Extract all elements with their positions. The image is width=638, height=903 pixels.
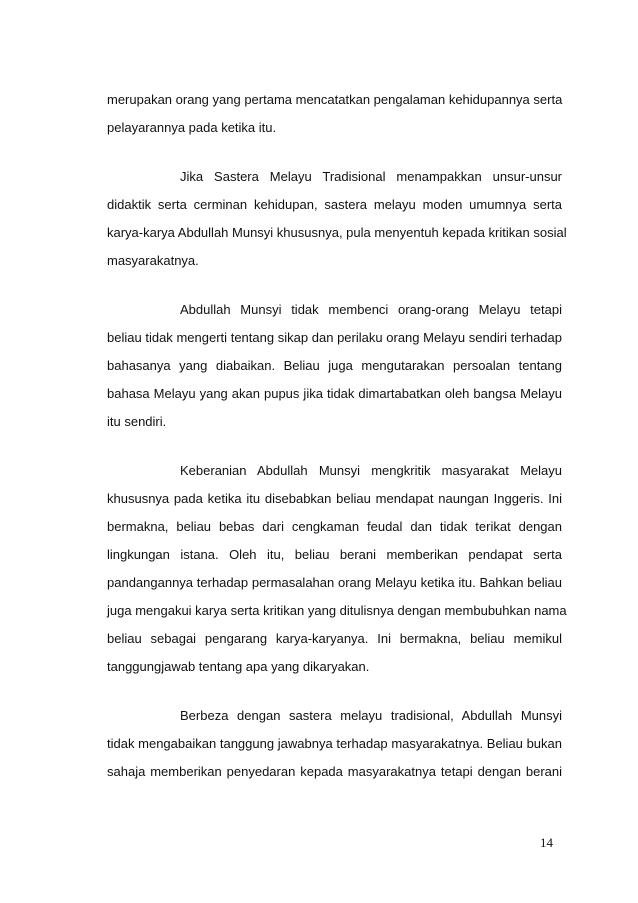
text-line: pandangannya terhadap permasalahan orang Melayu ketika itu. Bahkan beliau (107, 575, 562, 590)
text-line: beliau sebagai pengarang karya-karyanya. Ini bermakna, beliau memikul (107, 631, 562, 646)
text-line: Jika Sastera Melayu Tradisional menampakkan unsur-unsur (180, 169, 562, 184)
text-line: bahasa Melayu yang akan pupus jika tidak dimartabatkan oleh bangsa Melayu (107, 386, 562, 401)
text-line: sahaja memberikan penyedaran kepada masyarakatnya tetapi dengan berani (107, 764, 562, 779)
text-line: beliau tidak mengerti tentang sikap dan perilaku orang Melayu sendiri terhadap (107, 330, 562, 345)
text-line: Berbeza dengan sastera melayu tradisional, Abdullah Munsyi (180, 708, 562, 723)
text-line: masyarakatnya. (107, 253, 199, 268)
text-line: tanggungjawab tentang apa yang dikaryakan. (107, 659, 370, 674)
text-line: tidak mengabaikan tanggung jawabnya terhadap masyarakatnya. Beliau bukan (107, 736, 562, 751)
text-line: Keberanian Abdullah Munsyi mengkritik masyarakat Melayu (180, 463, 562, 478)
text-line: khususnya pada ketika itu disebabkan beliau mendapat naungan Inggeris. Ini (107, 491, 562, 506)
text-line: pelayarannya pada ketika itu. (107, 120, 277, 135)
text-line: didaktik serta cerminan kehidupan, sastera melayu moden umumnya serta (107, 197, 562, 212)
page-number: 14 (540, 835, 553, 850)
text-line: itu sendiri. (107, 414, 167, 429)
text-line: lingkungan istana. Oleh itu, beliau berani memberikan pendapat serta (107, 547, 562, 562)
text-line: Abdullah Munsyi tidak membenci orang-orang Melayu tetapi (180, 302, 562, 317)
text-line: karya-karya Abdullah Munsyi khususnya, pula menyentuh kepada kritikan sosial (107, 225, 567, 240)
text-line: juga mengakui karya serta kritikan yang ditulisnya dengan membubuhkan nama (107, 603, 567, 618)
text-line: bermakna, beliau bebas dari cengkaman feudal dan tidak terikat dengan (107, 519, 562, 534)
text-line: merupakan orang yang pertama mencatatkan pengalaman kehidupannya serta (107, 92, 563, 107)
text-line: bahasanya yang diabaikan. Beliau juga mengutarakan persoalan tentang (107, 358, 562, 373)
